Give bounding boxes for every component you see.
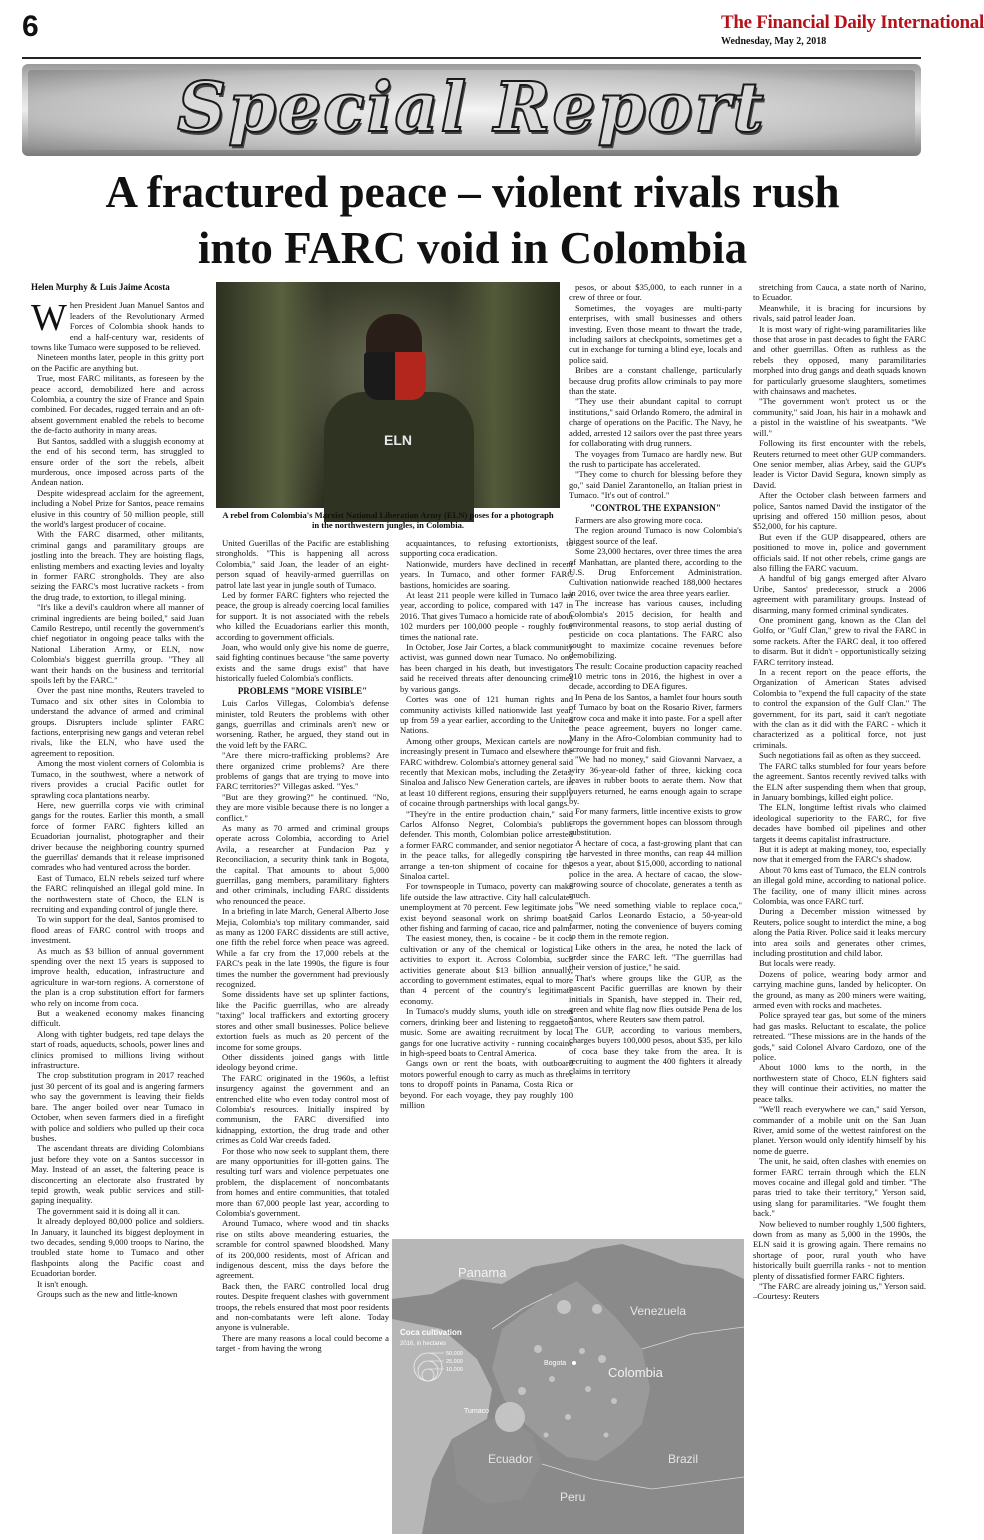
- map-legend-title: Coca cultivation: [400, 1328, 462, 1337]
- paragraph: Meanwhile, it is bracing for incursions by rivals, said patrol leader Joan.: [753, 302, 926, 324]
- headline-line-1: A fractured peace – violent rivals rush: [105, 167, 840, 217]
- map-legend-subtitle: 2016, in hectares: [400, 1341, 447, 1347]
- coca-bubble: [592, 1304, 602, 1314]
- paragraph: "We'll reach everywhere we can," said Yerson, commander of a mobile unit on the San Juan River, amid some of the wettest rainforest on the planet. Yerson would only identify himself by his nome de guerre.: [753, 1104, 926, 1156]
- paragraph: Joan, who would only give his nome de guerre, said fighting continues because "the same poverty exists and the same drugs exist" that have historically fueled Colombia's conflicts.: [216, 642, 389, 684]
- lead-paragraph-text: hen President Juan Manuel Santos and leaders of the Revolutionary Armed Forces of Colombia shook hands to end a half-century war, residents of towns like Tumaco were supposed to be relieved.: [31, 300, 204, 353]
- paragraph: It is most wary of right-wing paramilitaries like those that arose in past decades to fight the FARC and other guerrillas. Often as ruthless as the rebels they opposed, many paramilitaries morphed into drug gangs and death squads known for particularly gruesome slaughters, sometimes with chainsaws and machetes.: [753, 323, 926, 397]
- coca-bubble: [585, 1386, 591, 1392]
- coca-bubble: [557, 1300, 571, 1314]
- paragraph: In a recent report on the peace efforts, the Organization of American States advised Colombia to "expend the full capacity of the state to control the expansion of the Gulf Clan." The government, for its part, said it can't negotiate with the clan as it did with the FARC - which it characterized as a political force, not just criminals.: [753, 667, 926, 750]
- paragraph: Over the past nine months, Reuters traveled to Tumaco and six other sites in Colombia to understand the advance of armed and criminal groups. Disrupters include splinter FARC factions, enterprising new gangs and veteran rebel rivals, like the ELN, who have used the agreement to reposition.: [31, 685, 204, 758]
- paragraph: In a briefing in late March, General Alberto Jose Mejia, Colombia's top military commander, said as many as 1200 FARC dissidents are still active, one fifth the rebel force when peace was agreed. While a far cry from the 17,000 rebels at the FARC's peak in the late 1990s, the figure is four times the number the government had previously recognized.: [216, 906, 389, 990]
- coca-bubble: [549, 1376, 555, 1382]
- map-label-panama: Panama: [458, 1265, 507, 1280]
- paragraph: True, most FARC militants, as foreseen by the peace accord, demobilized here and across Colombia, a country the size of France and Spain combined. For decades, rugged terrain and an oft-absent government enabled the rebels to become the de-facto authority in many areas.: [31, 373, 204, 436]
- paragraph: As many as 70 armed and criminal groups operate across Colombia, according to Ariel Avila, a researcher at Fundacion Paz y Reconciliacion, a security think tank in Bogota, the capital. That amounts to about 5,000 guerrillas, gang members, paramilitary fighters and other criminals, including FARC dissidents who renounced the peace.: [216, 822, 389, 906]
- coca-bubble: [565, 1414, 571, 1420]
- paragraph: At least 211 people were killed in Tumaco last year, according to police, compared with 147 in 2016. That gives Tumaco a homicide rate of about 102 murders per 100,000 people - roughly four times the national rate.: [400, 590, 573, 642]
- photo-rebel-body: [324, 392, 474, 522]
- paragraph: Cortes was one of 121 human rights and community activists killed nationwide last year, up from 59 a year earlier, according to the United Nations.: [400, 694, 573, 736]
- paragraph: The region around Tumaco is now Colombia's biggest source of the leaf.: [569, 525, 742, 546]
- paragraph: A hectare of coca, a fast-growing plant that can be harvested in three months, can reap 44 million pesos a year, about $15,000, according to national police in the area. A hectare of cacao, the slow-growing source of chocolate, generates a tenth as much.: [569, 837, 742, 900]
- rebel-photo: [216, 282, 560, 508]
- paragraph: United Guerillas of the Pacific are establishing strongholds. "This is happening all across Colombia," said Joan, the leader of an eight-person squad of heavily-armed guerrillas on patrol late last year in jungle south of Tumaco.: [216, 538, 389, 590]
- paragraph: Despite widespread acclaim for the agreement, including a Nobel Prize for Santos, peace remains elusive in this country of 50 million people, still the world's largest producer of cocaine.: [31, 487, 204, 529]
- coca-bubble: [604, 1433, 609, 1438]
- coca-bubble: [611, 1398, 617, 1404]
- paragraph: The crop substitution program in 2017 reached just 30 percent of its goal and is angering farmers who say the government is leaving their fields bare. The anger boiled over near Tumaco in October, when seven farmers died in a firefight with police and soldiers who pulled up their coca bushes.: [31, 1070, 204, 1143]
- paragraph: The GUP, according to various members, charges buyers 100,000 pesos, about $35, per kilo of coca base they take from the area. It is recruiting to augment the 400 fighters it already claims in territory: [569, 1024, 742, 1077]
- photo-eln-patch: ELN: [384, 432, 412, 448]
- map-label-tumaco: Tumaco: [464, 1408, 490, 1415]
- paragraph: stretching from Cauca, a state north of Narino, to Ecuador.: [753, 282, 926, 303]
- top-rule: [22, 57, 921, 59]
- paragraph: It already deployed 80,000 police and soldiers. In January, it launched its biggest deployment in two decades, sending 9,000 troops to Narino, the troubled state home to Tumaco and other flashpoints along the Pacific coast and Ecuadorian border.: [31, 1216, 204, 1279]
- paragraph: Like others in the area, he noted the lack of order since the FARC left. "The guerrillas had their version of justice," he said.: [569, 941, 742, 973]
- paragraph: In Tumaco's muddy slums, youth idle on street corners, drinking beer and listening to reggaeton music. Some are awaiting recruitment by local gangs for one lucrative activity - running cocaine in high-speed boats to Central America.: [400, 1006, 573, 1058]
- paragraph: The increase has various causes, including Colombia's 2015 decision, for health and environmental reasons, to stop aerial dusting of pesticide on coca plantations. The FARC also sought to maximize cocaine revenues before demobilizing.: [569, 598, 742, 661]
- paragraph: "But are they growing?" he continued. "No, they are more visible because there is no longer a conflict.": [216, 791, 389, 823]
- paragraph: One prominent gang, known as the Clan del Golfo, or "Gulf Clan," grew to rival the FARC in some rackets. After the FARC deal, it too offered to disarm. But it didn't - opportunistically seizing FARC territory instead.: [753, 615, 926, 667]
- paragraph: Back then, the FARC controlled local drug routes. Despite frequent clashes with government troops, the rebels ensured that most poor residents and non-combatants were left alone. Today anyone is vulnerable.: [216, 1280, 389, 1333]
- paragraph: "They use their abundant capital to corrupt institutions," said Orlando Romero, the admiral in charge of operations on the Pacific. The Navy, he added, arrested 12 sailors over the past three years for collaborating with drug runners.: [569, 396, 742, 449]
- paragraph: "Are there micro-trafficking problems? Are there organized crime problems? Are there problems of gangs that are trying to move into FARC territories?" Villegas asked. "Yes.": [216, 750, 389, 792]
- paragraph: But a weakened economy makes financing difficult.: [31, 1008, 204, 1029]
- paragraph: For those who now seek to supplant them, there are many opportunities for ill-gotten gains. The resulting turf wars and violence perpetuates one problem, the displacement of noncombatants from homes and entire communities, that totaled more than 67,000 people last year, according to Colombia's government.: [216, 1145, 389, 1218]
- paragraph: Nationwide, murders have declined in recent years. In Tumaco, and other former FARC bastions, homicides are soaring.: [400, 558, 573, 590]
- paragraph: During a December mission witnessed by Reuters, police sought to interdict the mine, a bog along the Patia River. Police said it leaks mercury into area soils and generates other crimes, including prostitution and child labor.: [753, 906, 926, 958]
- lead-paragraph: [31, 297, 204, 353]
- section-title: Special Report: [177, 68, 766, 148]
- paragraph: There are many reasons a local could become a target - from having the wrong: [216, 1332, 389, 1354]
- map-label-brazil: Brazil: [668, 1452, 699, 1466]
- paragraph: The easiest money, then, is cocaine - be it coca cultivation or any of the chemical or logistical activities to export it. Across Colombia, such activities generate about $13 billion annually, according to government estimates, equal to more than 4 percent of the country's legitimate economy.: [400, 933, 573, 1006]
- coca-bubble: [518, 1387, 526, 1395]
- paragraph: "The FARC are already joining us," Yerson said. –Courtesy: Reuters: [753, 1281, 926, 1302]
- paragraph: The voyages from Tumaco are hardly new. But the rush to participate has accelerated.: [569, 448, 742, 469]
- paragraph: Nineteen months later, people in this gritty port on the Pacific are anything but.: [31, 352, 204, 373]
- paragraph: Led by former FARC fighters who rejected the peace, the group is already coercing local families for support. It is not associated with the rebels who killed the Ecuadorians earlier this month, according to government officials.: [216, 590, 389, 642]
- coca-bubble: [534, 1345, 542, 1353]
- article-column-5: [753, 282, 926, 1534]
- paragraph: In Pena de los Santos, a hamlet four hours south of Tumaco by boat on the Rosario River, farmers grow coca and make it into paste. For a spell after the peace agreement, buyers no longer came. Many in the Afro-Colombian community had to scrounge for fruit and fish.: [569, 691, 742, 754]
- paragraph: Among other groups, Mexican cartels are now increasingly present in Tumaco and elsewhere the FARC withdrew. Colombia's attorney general said recently that Mexican mobs, including the Zetas, Sinaloa and Jalisco New Generation cartels, are in at least 10 different regions, ensuring their supply of cocaine through partnerships with local gangs.: [400, 735, 573, 809]
- paragraph: acquaintances, to refusing extortionists, to supporting coca eradication.: [400, 538, 573, 559]
- paragraph: Farmers are also growing more coca.: [575, 514, 703, 525]
- subhead: "CONTROL THE EXPANSION": [590, 502, 721, 513]
- photo-caption: A rebel from Colombia's Marxist National Liberation Army (ELN) poses for a photograph in the northwestern jungles, in Colombia.: [222, 510, 554, 531]
- paragraph: After the October clash between farmers and police, Santos named David the instigator of the uprising and offered 150 million pesos, about $52,000, for his capture.: [753, 490, 926, 532]
- legend-label-50000: 50,000: [446, 1351, 463, 1357]
- newspaper-name: The Financial Daily International: [721, 12, 984, 33]
- paragraph: The government said it is doing all it can.: [37, 1205, 180, 1216]
- paragraph: Gangs own or rent the boats, with outboard motors powerful enough to carry as much as three tons to dropoff points in Panama, Costa Rica or beyond. For each voyage, they pay roughly 100 million: [400, 1058, 573, 1110]
- paragraph: Following its first encounter with the rebels, Reuters returned to meet other GUP commanders. One senior member, alias Arbey, said the GUP's leader is Victor David Segura, known simply as David.: [753, 438, 926, 490]
- paragraph: The ascendant threats are dividing Colombians just before they vote on a Santos successor in May. Instead of an asset, the faltering peace is disconcerting an electorate also frustrated by tepid growth, weak public services and still-gaping inequality.: [31, 1143, 204, 1206]
- coca-bubble: [579, 1348, 585, 1354]
- paragraph: Some dissidents have set up splinter factions, like the Pacific guerrillas, who are already "taxing" local traffickers and extorting grocery stores and other small businesses. Police believe extortion fuels as much as 20 percent of the income for some groups.: [216, 989, 389, 1052]
- paragraph: "We had no money," said Giovanni Narvaez, a wiry 36-year-old father of three, kicking coca leaves in rubber boots to aerate them. Now that buyers returned, he earns enough again to scrape by.: [569, 754, 742, 806]
- paragraph: Bribes are a constant challenge, particularly because drug profits allow criminals to pay more than the state.: [569, 365, 742, 397]
- paragraph: Groups such as the new and little-known: [37, 1289, 178, 1299]
- map-label-venezuela: Venezuela: [630, 1304, 687, 1318]
- paragraph: With the FARC disarmed, other militants, criminal gangs and paramilitary groups are jostling into the breach. They are hoisting flags, enlisting members and exacting levies and loyalty in former FARC strongholds. They are also seizing the FARC's most lucrative rackets - from the drug trade, to extortion, to illegal mining.: [31, 529, 204, 602]
- paragraph: The ELN, longtime leftist rivals who claimed ideological superiority to the FARC, for five decades have bombed oil pipelines and other targets it deems capitalist infrastructure.: [753, 802, 926, 844]
- paragraph: But locals were ready.: [759, 958, 836, 969]
- coca-bubble: [495, 1402, 525, 1432]
- coca-cultivation-map: [392, 1239, 744, 1534]
- paragraph: The unit, he said, often clashes with enemies on former FARC terrain through which the ELN moves cocaine and illegal gold and timber. "The paras tried to take their territory," Yerson said, using slang for paramilitaries. "We fought them back.": [753, 1156, 926, 1219]
- paragraph: Luis Carlos Villegas, Colombia's defense minister, told Reuters the problems with other gangs, guerrillas and criminals aren't new or worsening. Rather, he argued, they stand out in the void left by the FARC.: [216, 698, 389, 750]
- paragraph: For townspeople in Tumaco, poverty can make life outside the law attractive. City hall calculates unemployment at 70 percent. Few legitimate jobs exist beyond seasonal work on shrimp boats, other fishing and farming of cacao, rice and palm.: [400, 881, 573, 934]
- map-label-ecuador: Ecuador: [488, 1452, 533, 1466]
- coca-bubble: [544, 1433, 549, 1438]
- issue-date: Wednesday, May 2, 2018: [721, 36, 827, 47]
- dropcap: W: [31, 297, 67, 340]
- paragraph: "They come to church for blessing before they go," said Daniel Zarantonello, an Italian priest in Tumaco. "It's out of control.": [569, 469, 742, 501]
- paragraph: But even if the GUP disappeared, others are positioned to move in, police and government officials said. If not other rebels, crime gangs are also filling the FARC vacuum.: [753, 531, 926, 573]
- section-banner: [22, 64, 921, 156]
- paragraph: "It's like a devil's cauldron where all manner of criminal ingredients are being boiled," said Juan Camilo Restrepo, until recently the government's chief negotiator in ongoing peace talks with the National Liberation Army, or ELN, now Colombia's biggest guerrilla group. "They all want their hands on the business and territorial spoils left by the FARC.": [31, 602, 204, 686]
- paragraph: Some 23,000 hectares, over three times the area of Manhattan, are planted there, according to the U.S. Drug Enforcement Administration. Cultivation nationwide reached 188,000 hectares in 2016, over twice the area three years earlier.: [569, 546, 742, 598]
- paragraph: Other dissidents joined gangs with little ideology beyond crime.: [216, 1051, 389, 1073]
- paragraph: About 1000 kms to the north, in the northwestern state of Choco, ELN fighters said they will continue their activities, no matter the peace talks.: [753, 1062, 926, 1104]
- paragraph: Around Tumaco, where wood and tin shacks rise on stilts above meandering estuaries, the scramble for control spawned bloodshed. Many of its 200,000 residents, most of African and indigenous descent, miss the days before the agreement.: [216, 1218, 389, 1281]
- paragraph: For many farmers, little incentive exists to grow crops the government hopes can blossom through substitution.: [569, 806, 742, 838]
- map-label-bogota: Bogota: [544, 1360, 567, 1367]
- paragraph: The result: Cocaine production capacity reached 910 metric tons in 2016, the highest in over a decade, according to DEA figures.: [569, 660, 742, 692]
- subhead: PROBLEMS "MORE VISIBLE": [237, 685, 368, 696]
- paragraph: In October, Jose Jair Cortes, a black community activist, was gunned down near Tumaco. No one has been charged in his death, but investigators said he received threats after denouncing crimes by various gangs.: [400, 642, 573, 694]
- paragraph: To win support for the deal, Santos promised to flood areas of FARC control with troops and investment.: [31, 914, 204, 946]
- paragraph: Police sprayed tear gas, but some of the miners had gas masks. Reluctant to escalate, the police retreated. "These missions are in the hands of the gods," said Colonel Alvaro Cardozo, one of the police.: [753, 1010, 926, 1063]
- paragraph: pesos, or about $35,000, to each runner in a crew of three or four.: [569, 282, 742, 303]
- paragraph: East of Tumaco, ELN rebels seized turf where the FARC relinquished an illegal gold mine. In the northwestern state of Choco, the ELN is recruiting and expanding control of jungle there.: [31, 872, 204, 914]
- photo-foliage-left: [216, 282, 326, 508]
- paragraph: Here, new guerrilla corps vie with criminal gangs for the routes. Earlier this month, a small force of former FARC fighters killed an Ecuadorian journalist, photographer and their driver because the neighboring country spurned the guerrillas' demands that it release imprisoned comrades who had ventured across the border.: [31, 799, 204, 873]
- paragraph: Among the most violent corners of Colombia is Tumaco, in the southwest, where a network of rivers provides a crucial Pacific outlet for sprawling coca plantations nearby.: [31, 758, 204, 800]
- legend-label-25000: 25,000: [446, 1359, 463, 1365]
- article-column-1: [31, 282, 204, 1534]
- paragraph: But it is adept at making money, too, especially now that it emerged from the FARC's shadow.: [753, 843, 926, 865]
- map-label-peru: Peru: [560, 1490, 586, 1504]
- map-bogota-dot: [572, 1361, 576, 1365]
- paragraph: Along with tighter budgets, red tape delays the start of roads, aqueducts, schools, power lines and clinics promised to millions living without infrastructure.: [31, 1028, 204, 1071]
- paragraph: It isn't enough.: [37, 1278, 88, 1289]
- paragraph: But Santos, saddled with a sluggish economy at the end of his second term, has struggled to ensure order of the sort the rebels, albeit murderous, once imposed across parts of the Andean nation.: [31, 435, 204, 488]
- paragraph: Sometimes, the voyages are multi-party enterprises, with small businesses and others investing. Even those meant to thwart the trade, including sailors at checkpoints, sometimes get a cut in exchange for turning a blind eye, locals and police said.: [569, 302, 742, 365]
- map-graphic: [392, 1239, 744, 1534]
- map-label-colombia: Colombia: [608, 1365, 663, 1380]
- paragraph: Now believed to number roughly 1,500 fighters, down from as many as 5,000 in the 1990s, the ELN said it is growing again. There remains no shortage of poor, rural youth who have historically built guerrilla ranks - not to mention plenty of dissatisfied former FARC fighters.: [753, 1218, 926, 1281]
- headline: [30, 164, 915, 276]
- paragraph: As much as $3 billion of annual government spending over the next 15 years is supposed to improve health, education, infrastructure and agriculture in war-torn regions. A cornerstone of the plan is a crop substitution effort for farmers who rely on income from coca.: [31, 945, 204, 1008]
- legend-label-10000: 10,000: [446, 1367, 463, 1373]
- paragraph: A handful of big gangs emerged after Alvaro Uribe, Santos' predecessor, struck a 2006 agreement with paramilitary groups. Instead of disarming, many formed criminal syndicates.: [753, 573, 926, 615]
- paragraph: That's where groups like the GUP, as the nascent Pacific guerrillas are known by their initials in Spanish, have stepped in. Their red, green and white flag now flies outside Pena de los Santos, where Reuters saw them patrol.: [569, 972, 742, 1025]
- photo-rebel-scarf: [364, 352, 426, 400]
- paragraph: "The government won't protect us or the community," said Joan, his hair in a mohawk and a pistol in the waistline of his sweatpants. "We will.": [753, 396, 926, 438]
- page-number: 6: [22, 10, 39, 43]
- paragraph: Such negotiations fail as often as they succeed.: [759, 750, 921, 761]
- coca-bubble: [598, 1355, 606, 1363]
- masthead: [721, 12, 984, 47]
- paragraph: About 70 kms east of Tumaco, the ELN controls an illegal gold mine, according to national police. The facility, one of many illicit mines across Colombia, was once FARC turf.: [753, 864, 926, 906]
- paragraph: The FARC talks stumbled for four years before the agreement. Santos recently revived talks with the ELN after suspending them when that group, in January bombings, killed eight police.: [753, 760, 926, 802]
- article-column-2: [216, 538, 389, 1534]
- paragraph: "They're in the entire production chain," said Carlos Alfonso Negret, Colombia's public defender. This month, Colombian police arrested a former FARC commander, and senior negotiator in the peace talks, for allegedly conspiring to arrange a ten-ton shipment of cocaine for the Sinaloa cartel.: [400, 808, 573, 881]
- headline-line-2: into FARC void in Colombia: [197, 223, 748, 273]
- paragraph: The FARC originated in the 1960s, a leftist insurgency against the government and an entrenched elite who even today control most of Colombia's resources. Initially inspired by communism, the FARC diversified into kidnapping, extortion, the drug trade and other crimes as Cold War creeds faded.: [216, 1072, 389, 1146]
- byline: Helen Murphy & Luis Jaime Acosta: [31, 282, 170, 292]
- paragraph: Dozens of police, wearing body armor and carrying machine guns, landed by helicopter. On the ground, as many as 200 miners were waiting, armed even with rocks and machetes.: [753, 968, 926, 1011]
- paragraph: "We need something viable to replace coca," said Carlos Leonardo Estacio, a 50-year-old farmer, noting the convenience of buyers coming to them in the remote region.: [569, 899, 742, 942]
- article-column-4: [569, 282, 742, 1237]
